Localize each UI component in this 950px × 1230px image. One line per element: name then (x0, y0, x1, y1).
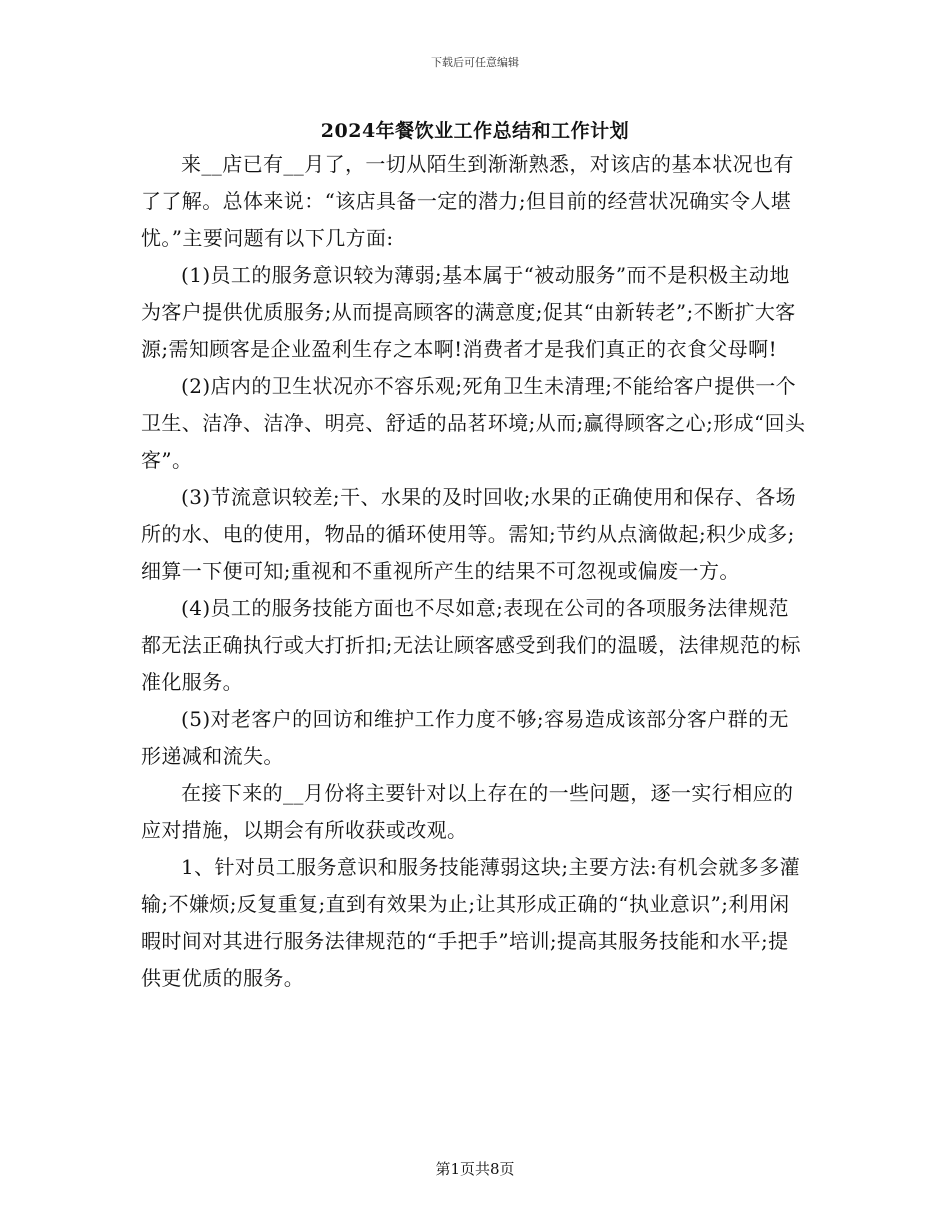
page-header-note: 下载后可任意编辑 (431, 56, 519, 69)
paragraph-plan-intro: 在接下来的__月份将主要针对以上存在的一些问题，逐一实行相应的应对措施，以期会有所收获或改观。 (141, 781, 794, 842)
paragraph-plan-1: 1、针对员工服务意识和服务技能薄弱这块;主要方法:有机会就多多灌输;不嫌烦;反复重复;直到有效果为止;让其形成正确的“执业意识”;利用闲暇时间对其进行服务法律规范的“手把手”培训;提高其服务技能和水平;提供更优质的服务。 (141, 855, 801, 990)
paragraph-issue-3: (3)节流意识较差;干、水果的及时回收;水果的正确使用和保存、各场所的水、电的使用，物品的循环使用等。需知;节约从点滴做起;积少成多;细算一下便可知;重视和不重视所产生的结果不可忽视或偏废一方。 (141, 485, 797, 583)
paragraph-issue-1: (1)员工的服务意识较为薄弱;基本属于“被动服务”而不是积极主动地为客户提供优质服务;从而提高顾客的满意度;促其“由新转老”;不断扩大客源;需知顾客是企业盈利生存之本啊!消费者才是我们真正的衣食父母啊! (141, 263, 796, 361)
paragraph-intro: 来__店已有__月了，一切从陌生到渐渐熟悉，对该店的基本状况也有了了解。总体来说：“该店具备一定的潜力;但目前的经营状况确实令人堪忧。”主要问题有以下几方面: (141, 152, 794, 250)
paragraph-issue-5: (5)对老客户的回访和维护工作力度不够;容易造成该部分客户群的无形递减和流失。 (141, 707, 789, 768)
paragraph-issue-4: (4)员工的服务技能方面也不尽如意;表现在公司的各项服务法律规范都无法正确执行或大打折扣;无法让顾客感受到我们的温暖，法律规范的标准化服务。 (141, 596, 801, 694)
page-footer-number: 第1页共8页 (435, 1160, 515, 1178)
document-body (141, 146, 807, 997)
document-title: 2024年餐饮业工作总结和工作计划 (320, 120, 630, 142)
paragraph-issue-2: (2)店内的卫生状况亦不容乐观;死角卫生未清理;不能给客户提供一个卫生、洁净、洁净、明亮、舒适的品茗环境;从而;赢得顾客之心;形成“回头客”。 (141, 374, 806, 472)
